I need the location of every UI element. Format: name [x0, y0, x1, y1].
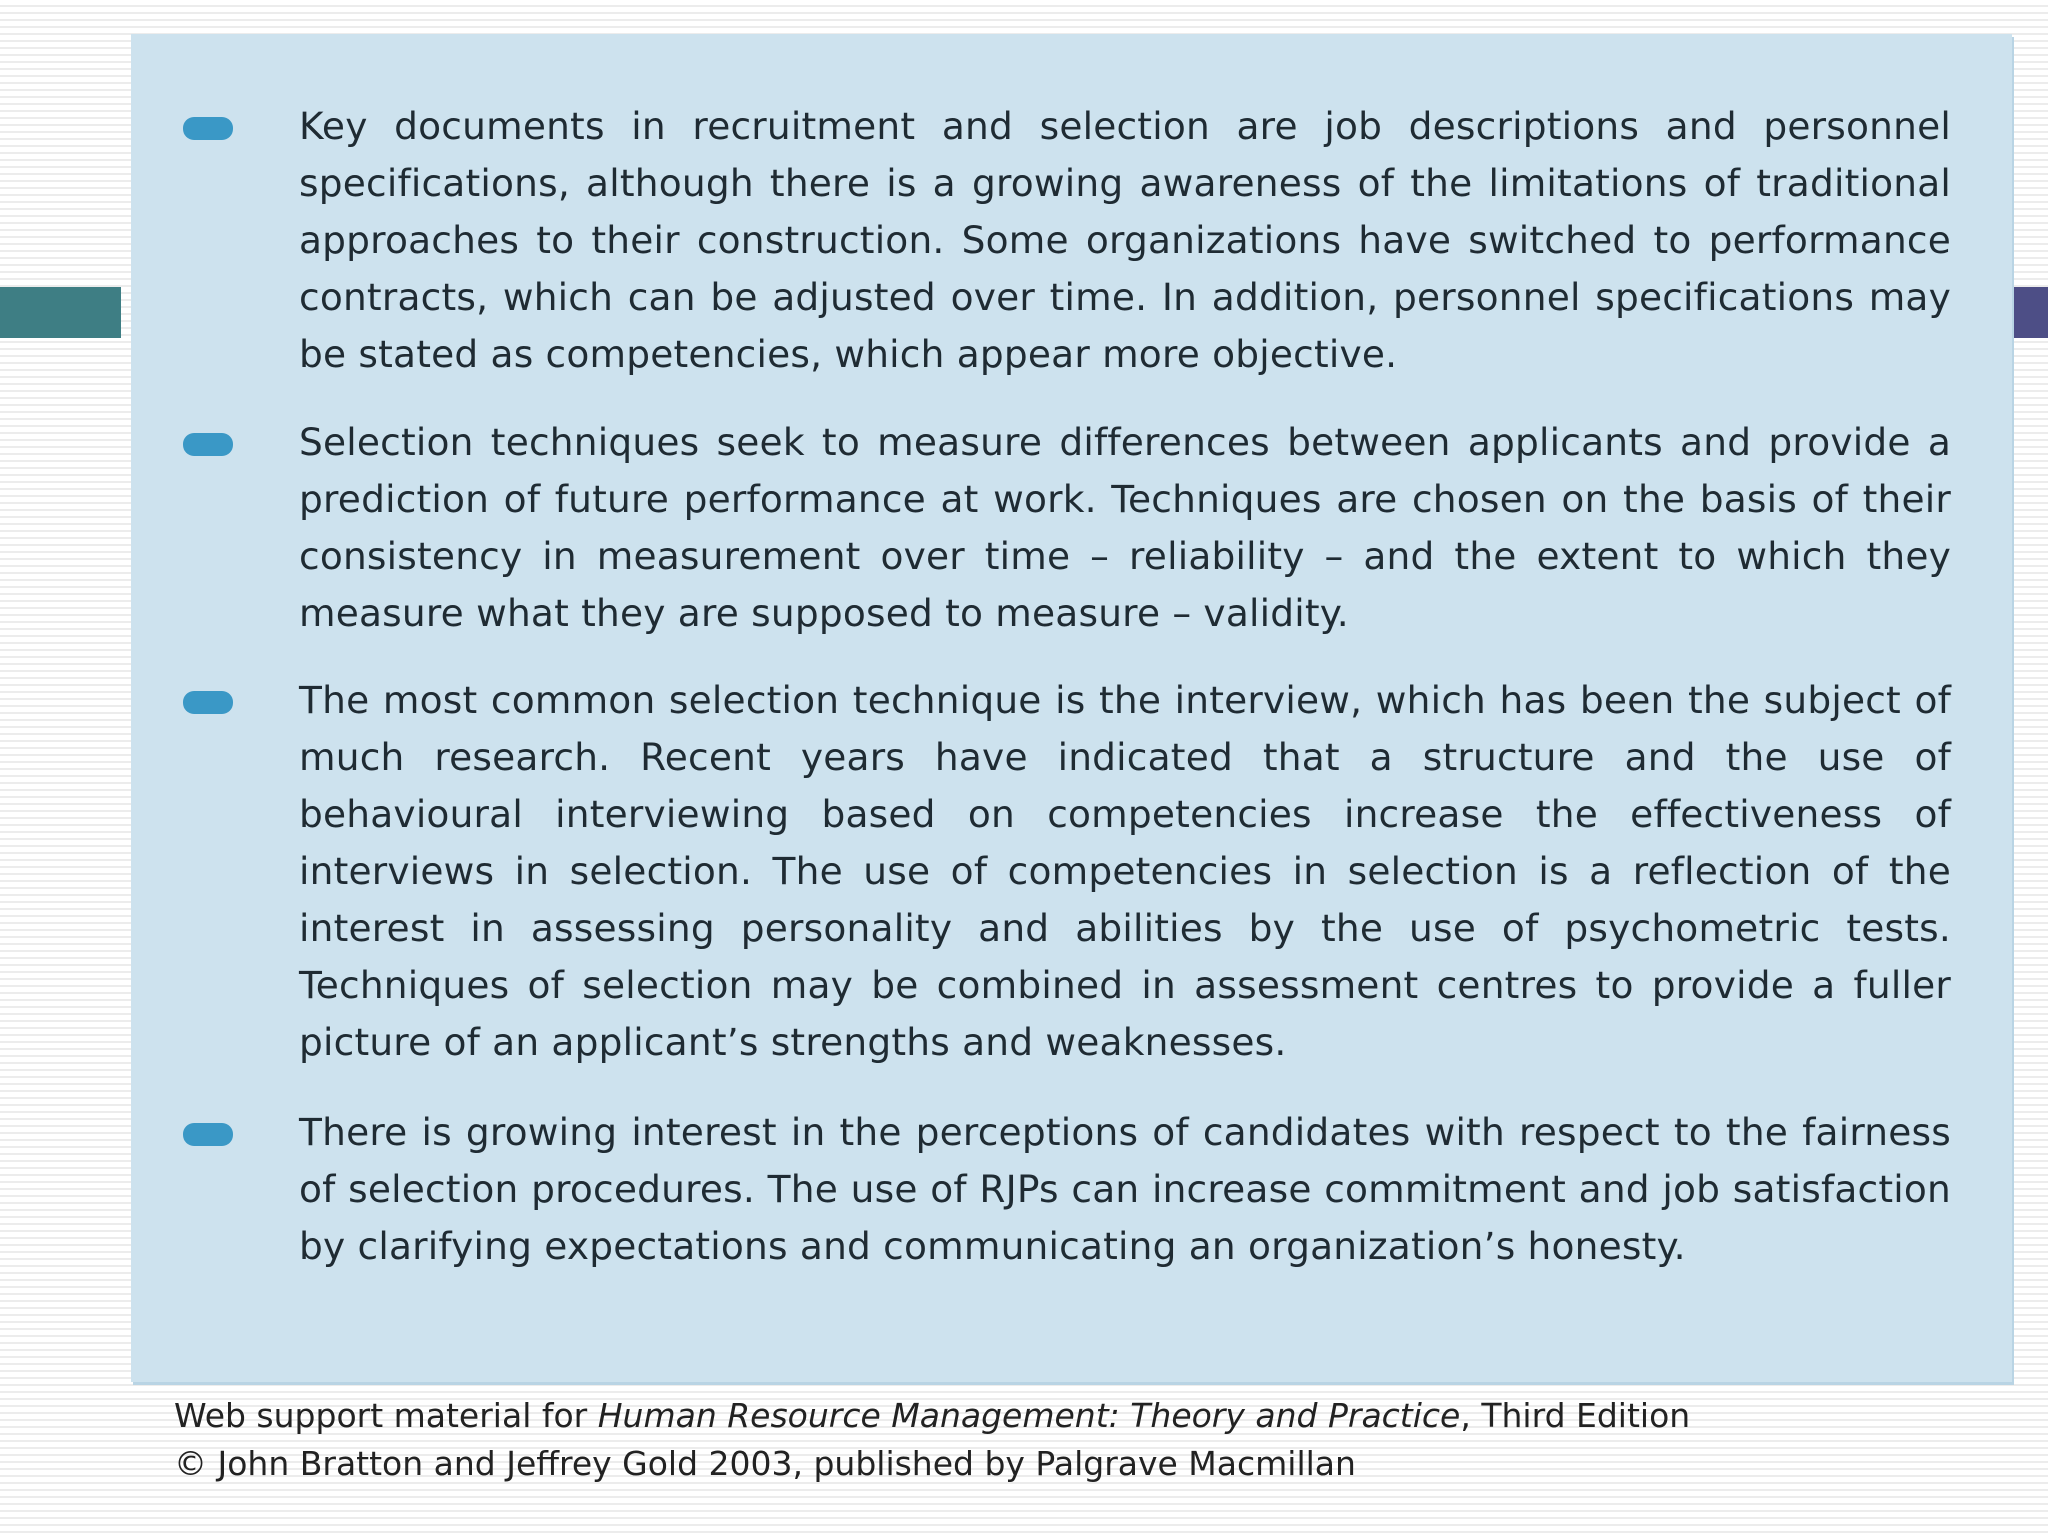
- bullet-marker-icon: [183, 1123, 233, 1146]
- bullet-text: Key documents in recruitment and selection are job descriptions and personnel specifications, although there is a growing awareness of the limitations of traditional approaches to their construction. Some organizations have switched to performance contracts, which can be adjusted over time. In addition, personnel specifications may be stated as competencies, which appear more objective.: [299, 104, 1951, 376]
- bullet-text: Selection techniques seek to measure differences between applicants and provide a prediction of future performance at work. Techniques are chosen on the basis of their consistency in measurement over time – reliability – and the extent to which they measure what they are supposed to measure – validity.: [299, 420, 1951, 635]
- bullet-text: The most common selection technique is the interview, which has been the subject of much research. Recent years have indicated that a structure and the use of behavioural interviewing based on competencies increase the effectiveness of interviews in selection. The use of competencies in selection is a reflection of the interest in assessing personality and abilities by the use of psychometric tests. Techniques of selection may be combined in assessment centres to provide a fuller picture of an applicant’s strengths and weaknesses.: [299, 678, 1951, 1064]
- right-accent-bar: [2010, 287, 2048, 338]
- caption-line-1: [174, 1392, 1690, 1440]
- source-caption: [174, 1392, 1690, 1488]
- bullet-marker-icon: [183, 691, 233, 714]
- bullet-marker-icon: [183, 433, 233, 456]
- bullet-text: There is growing interest in the perceptions of candidates with respect to the fairness of selection procedures. The use of RJPs can increase commitment and job satisfaction by clarifying expectations and communicating an organization’s honesty.: [299, 1110, 1951, 1268]
- caption-prefix: Web support material for: [174, 1396, 598, 1435]
- caption-edition: , Third Edition: [1460, 1396, 1691, 1435]
- book-title: Human Resource Management: Theory and Practice: [597, 1396, 1461, 1435]
- bullet-marker-icon: [183, 117, 233, 140]
- caption-line-2: © John Bratton and Jeffrey Gold 2003, published by Palgrave Macmillan: [174, 1444, 1356, 1483]
- summary-panel: [131, 34, 2012, 1382]
- left-accent-bar: [0, 287, 121, 338]
